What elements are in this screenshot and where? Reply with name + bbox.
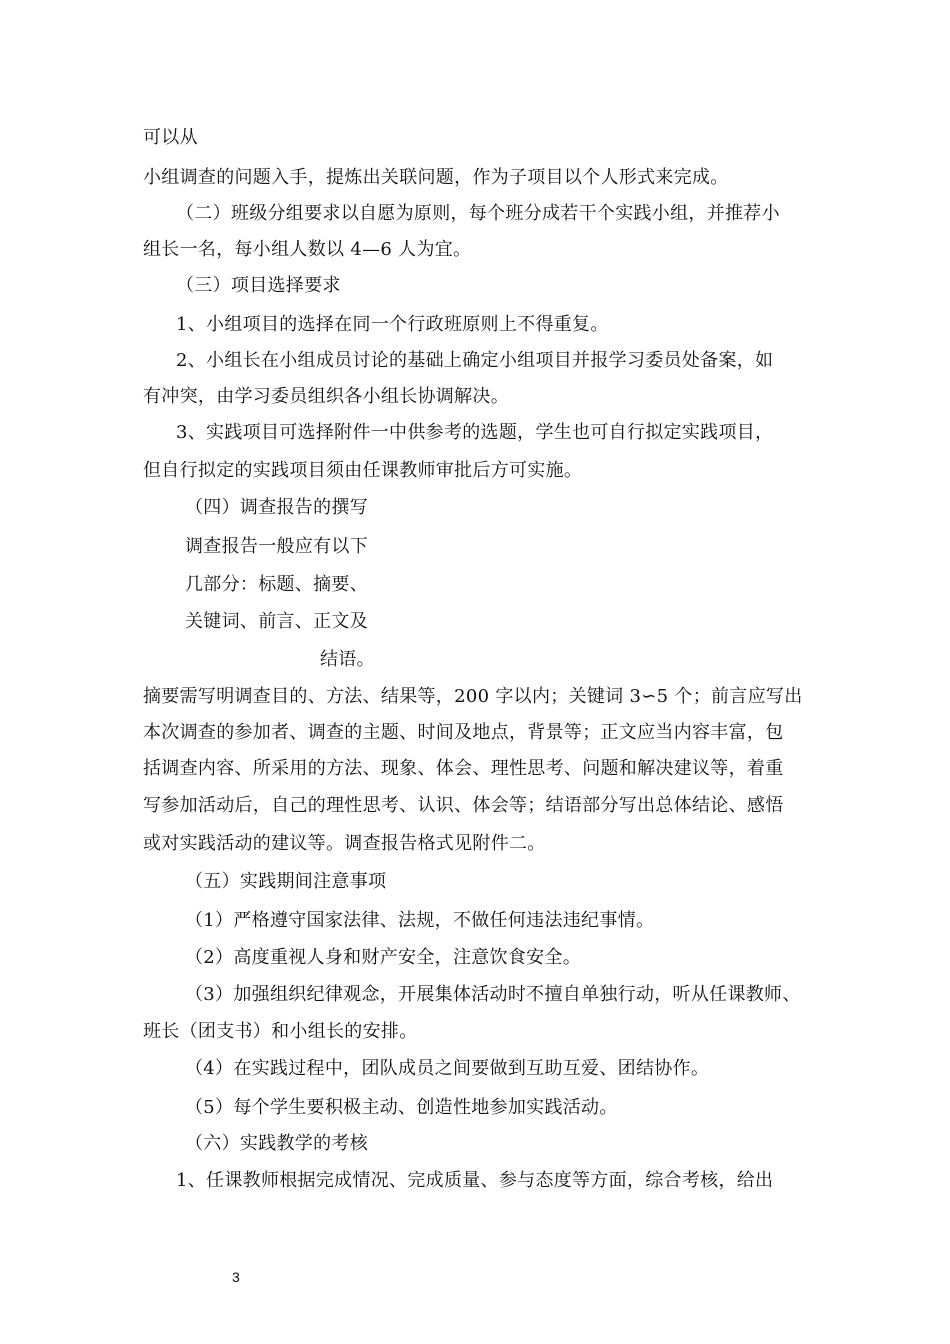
text-line: （三）项目选择要求 [176, 275, 341, 296]
text-line: （六）实践教学的考核 [185, 1133, 368, 1154]
text-line: 几部分：标题、摘要、 [185, 574, 368, 595]
text-line: 或对实践活动的建议等。调查报告格式见附件二。 [143, 833, 546, 854]
page-number: 3 [232, 1269, 240, 1285]
text-line: （五）实践期间注意事项 [185, 871, 387, 892]
text-line: （四）调查报告的撰写 [185, 497, 368, 518]
text-line: 调查报告一般应有以下 [185, 536, 368, 557]
text-line: 有冲突，由学习委员组织各小组长协调解决。 [143, 386, 509, 407]
text-line: 关键词、前言、正文及 [185, 611, 368, 632]
text-line: （二）班级分组要求以自愿为原则，每个班分成若干个实践小组，并推荐小 [176, 203, 780, 224]
text-line: 写参加活动后，自己的理性思考、认识、体会等；结语部分写出总体结论、感悟 [143, 795, 784, 816]
text-line: 但自行拟定的实践项目须由任课教师审批后方可实施。 [143, 460, 583, 481]
text-line: （1）严格遵守国家法律、法规，不做任何违法违纪事情。 [185, 910, 655, 931]
text-line: 班长（团支书）和小组长的安排。 [143, 1021, 418, 1042]
text-line: 1、小组项目的选择在同一个行政班原则上不得重复。 [176, 314, 609, 335]
text-line: （2）高度重视人身和财产安全，注意饮食安全。 [185, 947, 582, 968]
text-line: 可以从 [143, 127, 198, 148]
text-line: 小组调查的问题入手，提炼出关联问题，作为子项目以个人形式来完成。 [143, 167, 729, 188]
text-line: （4）在实践过程中，团队成员之间要做到互助互爱、团结协作。 [185, 1058, 710, 1079]
text-line: 1、任课教师根据完成情况、完成质量、参与态度等方面，综合考核，给出 [176, 1170, 774, 1191]
text-line: （5）每个学生要积极主动、创造性地参加实践活动。 [185, 1097, 618, 1118]
text-line: 括调查内容、所采用的方法、现象、体会、理性思考、问题和解决建议等，着重 [143, 758, 784, 779]
text-line: 组长一名，每小组人数以 4—6 人为宜。 [143, 239, 472, 260]
text-line: 3、实践项目可选择附件一中供参考的选题，学生也可自行拟定实践项目， [176, 422, 774, 443]
text-line: 2、小组长在小组成员讨论的基础上确定小组项目并报学习委员处备案，如 [176, 350, 774, 371]
text-line: 本次调查的参加者、调查的主题、时间及地点，背景等；正文应当内容丰富，包 [143, 722, 784, 743]
text-line: （3）加强组织纪律观念，开展集体活动时不擅自单独行动，听从任课教师、 [185, 984, 801, 1005]
text-line: 结语。 [320, 649, 375, 670]
text-line: 摘要需写明调查目的、方法、结果等，200 字以内；关键词 3∽5 个；前言应写出 [143, 686, 803, 707]
